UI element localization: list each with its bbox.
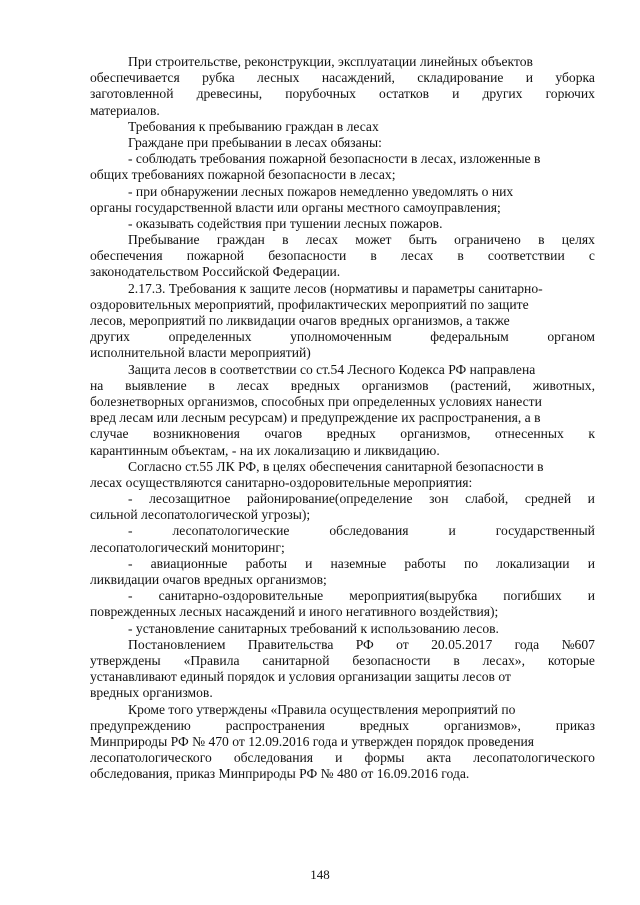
- word: и: [587, 588, 595, 604]
- word: уполномоченным: [290, 329, 392, 345]
- text-line: [90, 556, 595, 572]
- word: приказ: [555, 717, 595, 733]
- word: «Правила: [183, 652, 240, 668]
- word: районирование(определение: [247, 491, 413, 507]
- text-line: [90, 329, 595, 345]
- text-line: органы государственной власти или органы местного самоуправления;: [90, 199, 501, 215]
- text-line: [90, 248, 595, 264]
- text-line: 2.17.3. Требования к защите лесов (нормативы и параметры санитарно-: [128, 280, 543, 296]
- word: отнесенных: [494, 426, 564, 442]
- text-line: лесов, мероприятий по ликвидации очагов вредных организмов, а также: [90, 313, 510, 328]
- word: горючих: [545, 86, 595, 102]
- text-line: [90, 588, 595, 604]
- word: вредных: [326, 426, 376, 442]
- word: государственный: [495, 523, 595, 539]
- word: акта: [426, 750, 452, 766]
- word: случае: [90, 426, 129, 442]
- text-line: общих требованиях пожарной безопасности в лесах;: [90, 167, 396, 183]
- text-line: При строительстве, реконструкции, эксплуатации линейных объектов: [128, 54, 533, 69]
- word: рубка: [202, 70, 235, 86]
- word: и: [305, 555, 313, 571]
- text-line: [90, 426, 595, 442]
- text-line: Защита лесов в соответствии со ст.54 Лесного Кодекса РФ направлена: [128, 361, 536, 377]
- word: -: [128, 555, 133, 571]
- text-line: Согласно ст.55 ЛК РФ, в целях обеспечения санитарной безопасности в: [128, 458, 544, 474]
- word: быть: [408, 232, 437, 248]
- word: органом: [547, 329, 595, 345]
- text-line: вредных организмов.: [90, 685, 213, 701]
- word: других: [482, 86, 523, 102]
- word: которые: [547, 652, 595, 668]
- word: лесопатологического: [90, 750, 212, 766]
- text-line: карантинным объектам, - на их локализацию и ликвидацию.: [90, 442, 440, 458]
- word: мероприятия(вырубка: [349, 588, 478, 604]
- word: года: [514, 636, 540, 652]
- text-line: лесах осуществляются санитарно-оздоровительные мероприятия:: [90, 474, 473, 490]
- word: порубочных: [285, 86, 356, 102]
- word: лесопатологические: [172, 523, 290, 539]
- word: санитарно-оздоровительные: [158, 588, 324, 604]
- text-line: [90, 86, 595, 102]
- word: обследования: [233, 750, 314, 766]
- word: очагов: [264, 426, 303, 442]
- word: (растений,: [450, 377, 511, 393]
- word: пожарной: [186, 248, 245, 264]
- word: древесины,: [196, 86, 263, 102]
- text-line: [90, 232, 595, 248]
- word: обеспечения: [90, 248, 163, 264]
- word: в: [453, 652, 460, 668]
- text-line: сильной лесопатологической угрозы);: [90, 507, 311, 523]
- word: уборка: [555, 70, 595, 86]
- word: организмов»,: [443, 717, 521, 733]
- word: Правительства: [247, 636, 334, 652]
- word: зон: [429, 491, 449, 507]
- word: обеспечивается: [90, 70, 180, 86]
- text-line: обследования, приказ Минприроды РФ № 480 от 16.09.2016 года.: [90, 766, 470, 782]
- text-line: исполнительной власти мероприятий): [90, 345, 311, 361]
- text-line: - при обнаружении лесных пожаров немедленно уведомлять о них: [128, 183, 514, 199]
- word: ограничено: [454, 232, 521, 248]
- text-line: Требования к пребыванию граждан в лесах: [128, 118, 379, 134]
- word: распространения: [225, 717, 325, 733]
- text-line: - соблюдать требования пожарной безопасности в лесах, изложенные в: [128, 151, 541, 167]
- word: локализации: [496, 555, 570, 571]
- word: лесах»,: [482, 652, 526, 668]
- text-line: - оказывать содействия при тушении лесных пожаров.: [128, 215, 443, 231]
- word: -: [128, 491, 133, 507]
- word: лесах: [305, 232, 338, 248]
- word: санитарной: [262, 652, 330, 668]
- word: граждан: [216, 232, 265, 248]
- word: на: [90, 377, 104, 393]
- word: вредных: [290, 377, 340, 393]
- word: остатков: [379, 86, 430, 102]
- word: возникновения: [153, 426, 240, 442]
- word: и: [587, 555, 595, 571]
- word: №607: [561, 636, 595, 652]
- word: работы: [245, 555, 288, 571]
- word: авиационные: [150, 555, 228, 571]
- word: РФ: [355, 636, 374, 652]
- word: безопасности: [352, 652, 431, 668]
- word: и: [525, 70, 534, 86]
- word: в: [370, 248, 377, 264]
- text-line: [90, 523, 595, 539]
- word: 20.05.2017: [431, 636, 493, 652]
- word: в: [457, 248, 464, 264]
- word: лесах: [236, 377, 269, 393]
- text-line: [90, 637, 595, 653]
- word: в: [208, 377, 215, 393]
- text-line: вред лесам или лесным ресурсам) и предупреждение их распространения, а в: [90, 410, 541, 426]
- word: к: [588, 426, 595, 442]
- text-line: [90, 750, 595, 766]
- word: погибших: [503, 588, 562, 604]
- word: лесах: [400, 248, 434, 264]
- word: вредных: [359, 717, 409, 733]
- word: Постановлением: [128, 636, 226, 652]
- word: целях: [561, 232, 595, 248]
- text-line: ликвидации очагов вредных организмов;: [90, 572, 327, 587]
- text-line: поврежденных лесных насаждений и иного негативного воздействия);: [90, 604, 499, 620]
- word: в: [538, 232, 545, 248]
- document-body: [90, 54, 595, 782]
- word: лесозащитное: [149, 491, 231, 507]
- word: с: [588, 248, 595, 264]
- word: и: [335, 750, 343, 766]
- text-line: Кроме того утверждены «Правила осуществления мероприятий по: [128, 701, 516, 717]
- text-line: [90, 718, 595, 734]
- word: от: [396, 636, 409, 652]
- word: наземные: [330, 555, 387, 571]
- text-line: устанавливают единый порядок и условия организации защиты лесов от: [90, 669, 511, 685]
- word: лесопатологического: [473, 750, 595, 766]
- text-line: Граждане при пребывании в лесах обязаны:: [128, 134, 382, 150]
- word: складирование: [417, 70, 504, 86]
- word: Пребывание: [128, 232, 200, 248]
- word: в: [282, 232, 289, 248]
- text-line: [90, 70, 595, 86]
- text-line: [90, 378, 595, 394]
- text-line: [90, 491, 595, 507]
- word: организмов: [361, 377, 429, 393]
- page-number: 148: [310, 867, 330, 882]
- word: и: [448, 523, 456, 539]
- word: животных,: [532, 377, 595, 393]
- text-line: материалов.: [90, 102, 160, 118]
- word: утверждены: [90, 652, 161, 668]
- word: -: [128, 588, 133, 604]
- word: выявление: [125, 377, 187, 393]
- word: предупреждению: [90, 717, 191, 733]
- text-line: оздоровительных мероприятий, профилактических мероприятий по защите: [90, 296, 529, 312]
- text-line: Минприроды РФ № 470 от 12.09.2016 года и утвержден порядок проведения: [90, 733, 535, 749]
- word: может: [355, 232, 392, 248]
- word: средней: [524, 491, 572, 507]
- word: заготовленной: [90, 86, 174, 102]
- word: организмов,: [400, 426, 471, 442]
- text-line: законодательством Российской Федерации.: [90, 264, 341, 280]
- word: -: [128, 523, 133, 539]
- word: работы: [404, 555, 446, 571]
- word: и: [452, 86, 460, 102]
- word: определенных: [168, 329, 252, 345]
- word: слабой,: [465, 491, 509, 507]
- text-line: болезнетворных организмов, способных при определенных условиях нанести: [90, 393, 542, 409]
- text-line: лесопатологический мониторинг;: [90, 539, 285, 555]
- word: формы: [364, 750, 405, 766]
- word: других: [90, 329, 130, 345]
- word: по: [463, 555, 479, 571]
- text-line: - установление санитарных требований к использованию лесов.: [128, 620, 499, 636]
- word: насаждений,: [321, 70, 395, 86]
- word: обследования: [329, 523, 409, 539]
- word: лесных: [257, 70, 300, 86]
- text-line: [90, 653, 595, 669]
- word: безопасности: [268, 248, 347, 264]
- word: соответствии: [487, 248, 565, 264]
- word: и: [587, 491, 595, 507]
- word: федеральным: [430, 329, 509, 345]
